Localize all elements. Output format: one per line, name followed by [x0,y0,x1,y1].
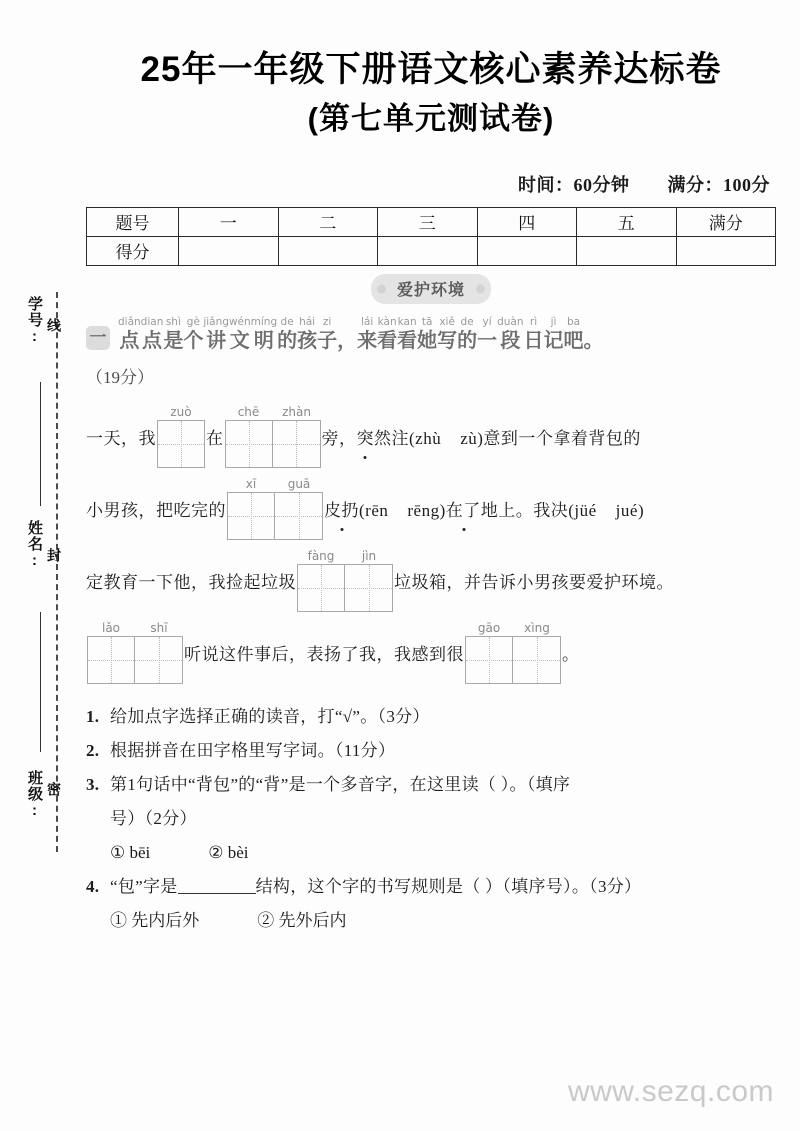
tzg-cell[interactable] [225,420,273,468]
instruction-hanzi: 子 [317,329,338,352]
tianzige-zuo[interactable] [157,405,205,468]
tzg-cell[interactable] [87,636,135,684]
instruction-hanzi: 的 [457,329,478,352]
tzg-pinyin-che: chē [237,404,260,419]
question-number: 3. [86,774,100,794]
score-cell-total[interactable] [676,236,776,265]
seal-word-feng: 封 [46,548,62,562]
tzg-pinyin-fang: fàng [307,548,335,563]
instruction-pinyin: lái [360,315,374,328]
instruction-pinyin: hái [299,315,316,328]
seal-rule-bottom [40,612,41,752]
instruction-pinyin: kan [397,315,417,328]
table-cell-q4: 四 [477,207,577,236]
question-number: 4. [86,876,100,896]
instruction-hanzi: 看 [397,329,418,352]
instruction-char [497,316,523,353]
instruction-hanzi: 看 [377,329,398,352]
instruction-char [203,316,229,353]
table-cell-q1: 一 [179,207,279,236]
score-table [86,207,776,266]
student-id-label: 学号: [26,296,43,346]
diary-l1-text-d: (zhù zù)意到一个拿着背包的 [409,428,641,448]
score-cell-3[interactable] [378,236,478,265]
instruction-hanzi: 她 [417,329,438,352]
question-item-1 [86,700,776,734]
instruction-hanzi: 来 [357,329,378,352]
table-cell-total: 满分 [676,207,776,236]
tianzige-gaoxing[interactable] [465,621,561,684]
table-cell-q2: 二 [278,207,378,236]
diary-l1-text-c [322,424,410,468]
diary-l1-text-b: 在 [206,428,224,448]
diary-l2-text-a: 小男孩，把吃完的 [86,500,226,520]
instruction-char [297,316,317,353]
seal-dashed-line [56,292,58,852]
instruction-hanzi: 吧 [563,329,584,352]
instruction-hanzi: 段 [500,329,521,352]
table-cell-q3: 三 [378,207,478,236]
instruction-pinyin: rì [529,315,538,328]
instruction-pinyin: zi [322,315,332,328]
instruction-char [377,316,397,353]
section-instruction [86,316,776,353]
instruction-hanzi: 点 [119,329,140,352]
instruction-hanzi: 文 [229,329,250,352]
section-points: （19分） [86,367,154,387]
diary-l3-text-b: 垃圾箱，并告诉小男孩要爱护环境。 [394,572,674,592]
instruction-char [584,316,604,353]
instruction-hanzi: 是 [163,329,184,352]
question-item-2 [86,734,776,768]
seal-margin [0,0,72,1131]
question-list [86,700,776,938]
dotted-char-zhu: 旁，突然注 [322,424,410,454]
instruction-char [457,316,477,353]
instruction-char [564,316,584,353]
diary-l1-text-a: 一天，我 [86,428,156,448]
section-banner: 爱护环境 [371,274,491,304]
tianzige-chezhan[interactable] [225,405,321,468]
instruction-hanzi: 。 [583,329,604,352]
instruction-pinyin: jì [550,315,557,328]
seal-word-mi: 密 [46,782,62,796]
instruction-char [141,316,164,353]
instruction-ruby-row [118,316,604,353]
dotted-char-jue: (rēn rēng)在了地上。我决 [359,496,568,526]
score-cell-1[interactable] [179,236,279,265]
instruction-char [397,316,417,353]
tzg-pinyin-zuo: zuò [170,404,192,419]
instruction-pinyin: de [460,315,474,328]
site-watermark: www.sezq.com [567,1075,774,1108]
score-cell-2[interactable] [278,236,378,265]
diary-l3-text-a: 定教育一下他，我捡起垃圾 [86,572,296,592]
tzg-cell[interactable] [157,420,205,468]
instruction-hanzi: 明 [253,329,274,352]
diary-l2-text-c [359,496,568,540]
title-block [86,0,776,139]
instruction-hanzi: 日 [523,329,544,352]
tzg-cell[interactable] [135,636,183,684]
student-class-label: 班级: [26,770,43,820]
instruction-hanzi: 的 [277,329,298,352]
diary-l2-text-b [324,496,359,540]
tzg-pinyin-shi: shī [150,620,168,635]
diary-l2-text-d: (jüé jué) [568,500,645,520]
score-cell-4[interactable] [477,236,577,265]
tzg-cell[interactable] [273,420,321,468]
instruction-hanzi: 点 [142,329,162,352]
diary-body [86,402,776,684]
tzg-cell[interactable] [345,564,393,612]
question-text: 给加点字选择正确的读音，打“√”。（3分） [110,706,430,726]
diary-line-4 [86,618,776,684]
question-number: 1. [86,706,100,726]
tzg-cell[interactable] [275,492,323,540]
instruction-char [337,316,357,353]
question-text-before-blank: “包”字是 [110,876,178,896]
instruction-char [277,316,297,353]
instruction-hanzi: ， [337,329,358,352]
instruction-pinyin: dian [140,315,164,328]
diary-line-1 [86,402,776,468]
question-text-cont: 号）（2分） [110,808,197,828]
instruction-hanzi: 记 [543,329,564,352]
tzg-pinyin-zhan: zhàn [282,404,311,419]
section-number-badge: 一 [86,326,110,350]
content-area [86,0,776,938]
instruction-pinyin: míng [250,315,278,328]
instruction-pinyin: gè [186,315,200,328]
option-bei4[interactable]: ② bèi [208,842,249,862]
tianzige-laoshi[interactable] [87,621,183,684]
score-cell-5[interactable] [577,236,677,265]
total-score-label: 满分：100分 [667,174,770,195]
tianzige-fangjin[interactable] [297,549,393,612]
instruction-pinyin: shì [165,315,181,328]
tzg-cell[interactable] [513,636,561,684]
question-item-4 [86,870,776,904]
instruction-char [118,316,141,353]
option-outer-first[interactable]: ② 先外后内 [257,910,347,930]
instruction-pinyin: xiě [439,315,455,328]
question-text: 根据拼音在田字格里写字词。（11分） [110,740,396,760]
instruction-hanzi: 孩 [297,329,318,352]
diary-l4-text-b: 。 [562,644,580,664]
question-text-after-blank: 结构，这个字的书写规则是（ ）（填序号）。（3分） [255,876,642,896]
instruction-pinyin: yí [482,315,492,328]
tzg-cell[interactable] [297,564,345,612]
page-title: 25年一年级下册语文核心素养达标卷 [140,50,722,89]
diary-l4-text-a: 听说这件事后，表扬了我，我感到很 [184,644,464,664]
tzg-cell[interactable] [465,636,513,684]
table-row-score [87,236,776,265]
instruction-char [477,316,497,353]
table-cell-q5: 五 [577,207,677,236]
table-row-header [87,207,776,236]
table-cell-题号: 题号 [87,207,179,236]
instruction-hanzi: 一 [477,329,498,352]
tzg-pinyin-lao: lǎo [101,620,121,635]
tzg-pinyin-xi: xī [245,476,257,491]
instruction-pinyin: diǎn [118,315,141,328]
instruction-char [524,316,544,353]
instruction-char [163,316,183,353]
option-bei1[interactable]: ① bēi [110,842,151,862]
tzg-pinyin-gao: gāo [477,620,501,635]
answer-blank[interactable] [178,877,256,894]
tzg-pinyin-xing: xìng [524,620,550,635]
table-cell-得分: 得分 [87,236,179,265]
instruction-pinyin: duàn [497,315,524,328]
page-subtitle: (第七单元测试卷) [307,100,555,136]
question-number: 2. [86,740,100,760]
tzg-pinyin-gua: guā [287,476,311,491]
instruction-hanzi: 写 [437,329,458,352]
instruction-pinyin: kàn [377,315,397,328]
instruction-char [417,316,437,353]
question-4-options [110,904,776,938]
instruction-char [357,316,377,353]
diary-line-3 [86,546,776,612]
question-text [110,870,776,904]
instruction-char [544,316,564,353]
instruction-pinyin: wén [228,315,251,328]
instruction-char [317,316,337,353]
instruction-pinyin: de [280,315,294,328]
instruction-pinyin: tā [421,315,433,328]
question-text-main: 第1句话中“背包”的“背”是一个多音字，在这里读（ ）。（填序 [110,774,571,794]
question-3-options [110,836,776,870]
option-inner-first[interactable]: ① 先内后外 [110,910,200,930]
dotted-char-reng: 皮扔 [324,496,359,526]
instruction-pinyin: ba [566,315,581,328]
time-label: 时间：60分钟 [518,174,630,195]
instruction-char [251,316,277,353]
instruction-char [183,316,203,353]
seal-word-xian: 线 [46,318,62,332]
instruction-hanzi: 个 [183,329,204,352]
exam-meta [86,171,776,197]
question-text [110,768,776,836]
tzg-cell[interactable] [227,492,275,540]
diary-line-2 [86,474,776,540]
student-name-label: 姓名: [26,520,43,570]
tzg-pinyin-jin: jìn [361,548,377,563]
question-item-3 [86,768,776,836]
instruction-pinyin: jiǎng [203,315,229,328]
section-banner-wrap [86,274,776,310]
instruction-hanzi: 讲 [206,329,227,352]
instruction-char [229,316,251,353]
seal-rule-top [40,382,41,506]
instruction-char [437,316,457,353]
tianzige-xigua[interactable] [227,477,323,540]
